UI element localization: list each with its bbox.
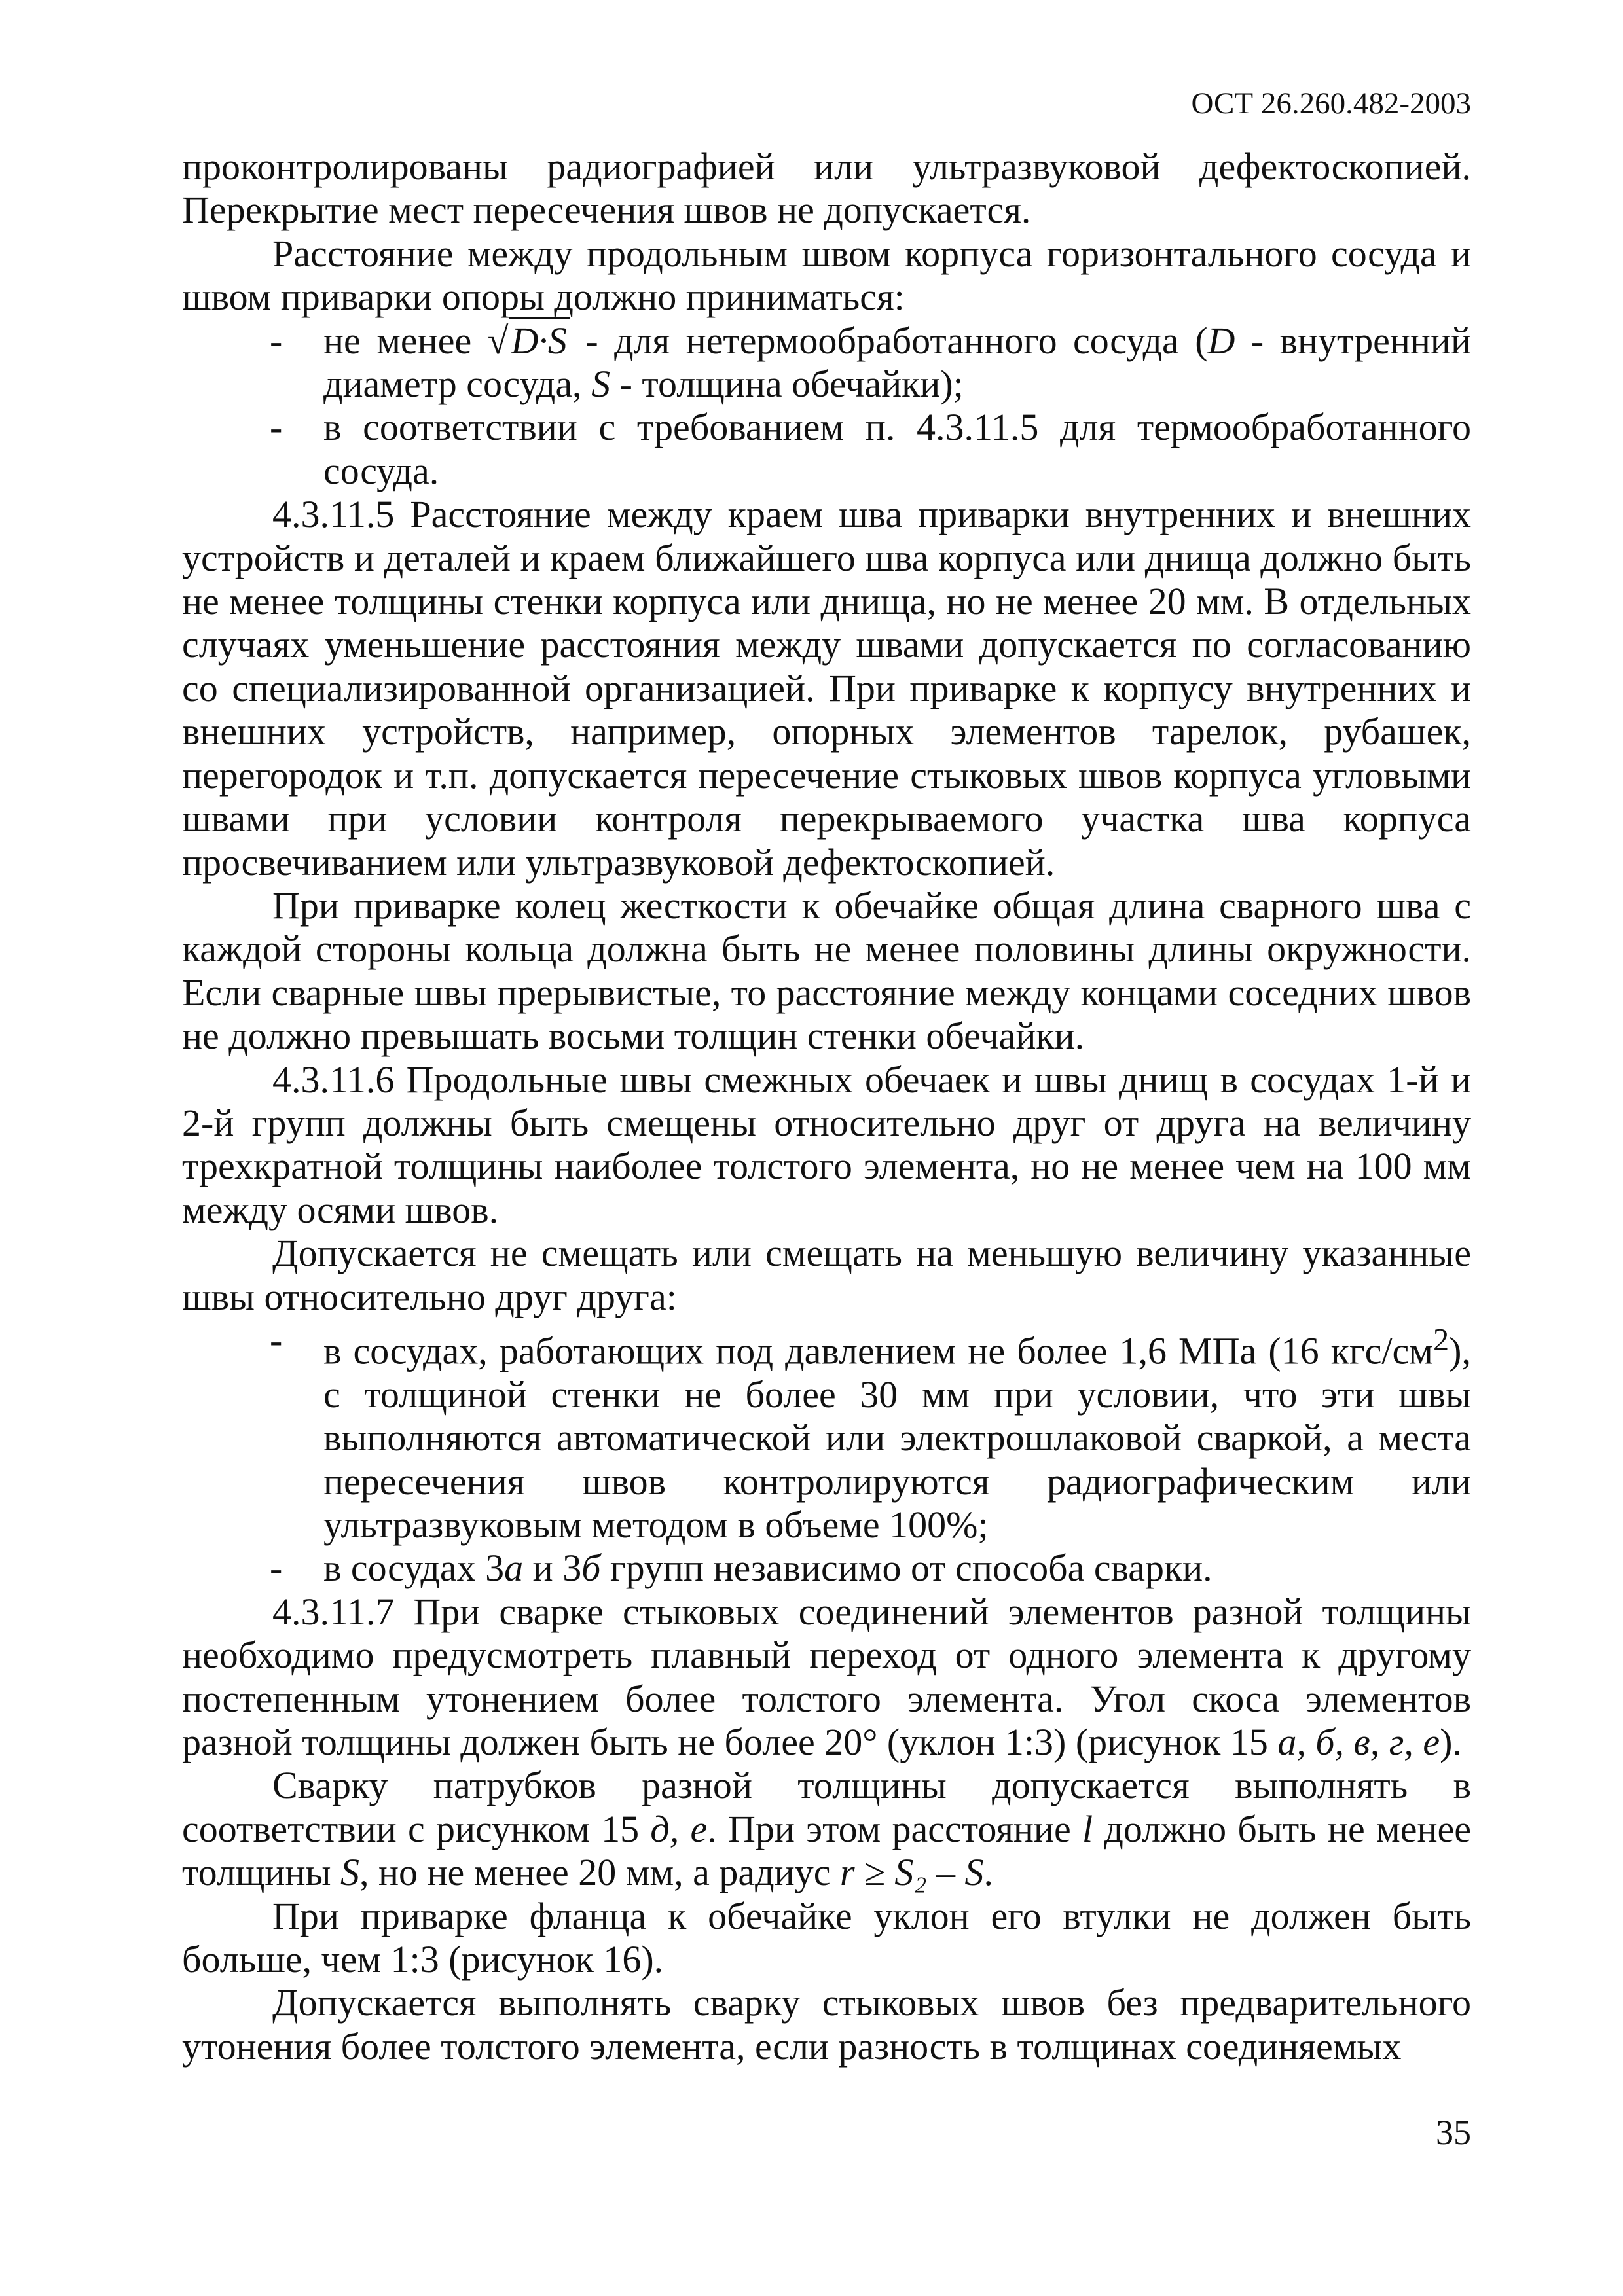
list-item: - не менее √D·S - для нетермообработанного сосуда (D - внутренний диаметр сосуда, S - толщина обечайки); xyxy=(323,319,1471,406)
list-item: - в сосудах 3а и 3б групп независимо от способа сварки. xyxy=(323,1547,1471,1590)
offset-exception-list xyxy=(182,1319,1471,1590)
paragraph-4-3-11-7: 4.3.11.7 При сварке стыковых соединений элементов разной толщины необходимо предусмотреть плавный переход от одного элемента к другому постепенным утонением более толстого элемента. Угол скоса элементов разной толщины должен быть не более 20° (уклон 1:3) (рисунок 15 а, б, в, г, е). xyxy=(182,1590,1471,1763)
paragraph-nozzle-welding: Сварку патрубков разной толщины допускается выполнять в соответствии с рисунком 15 д, е. При этом расстояние l должно быть не менее толщины S, но не менее 20 мм, а радиус r ≥ S₂ – S. xyxy=(182,1764,1471,1894)
list-item: - в соответствии с требованием п. 4.3.11.5 для термообработанного сосуда. xyxy=(323,406,1471,493)
sqrt-radicand: D·S xyxy=(509,317,570,362)
paragraph-4-3-11-6: 4.3.11.6 Продольные швы смежных обечаек и швы днищ в сосудах 1-й и 2-й групп должны быть смещены относительно друг от друга на величину трехкратной толщины наиболее толстого элемента, но не менее чем на 100 мм между осями швов. xyxy=(182,1058,1471,1231)
sqrt-symbol: √ xyxy=(487,319,509,362)
list-item: - в сосудах, работающих под давлением не более 1,6 МПа (16 кгс/$см^2$), с толщиной стенки не более 30 мм при условии, что эти швы выполняются автоматической или электрошлаковой сваркой, а места пересечения швов контролируются радиографическим или ультразвуковым методом в объеме 100%; xyxy=(323,1319,1471,1547)
page-number: 35 xyxy=(1436,2113,1471,2152)
paragraph-offset-exception: Допускается не смещать или смещать на меньшую величину указанные швы относительно друг друга: xyxy=(182,1232,1471,1318)
document-body xyxy=(182,145,1471,2068)
paragraph-2: Расстояние между продольным швом корпуса горизонтального сосуда и швом приварки опоры должно приниматься: xyxy=(182,232,1471,319)
paragraph-4-3-11-5: 4.3.11.5 Расстояние между краем шва приварки внутренних и внешних устройств и деталей и краем ближайшего шва корпуса или днища должно быть не менее толщины стенки корпуса или днища, но не менее 20 мм. В отдельных случаях уменьшение расстояния между швами допускается по согласованию со специализированной организацией. При приварке к корпусу внутренних и внешних устройств, например, опорных элементов тарелок, рубашек, перегородок и т.п. допускается пересечение стыковых швов корпуса угловыми швами при условии контроля перекрываемого участка шва корпуса просвечиванием или ультразвуковой дефектоскопией. xyxy=(182,493,1471,884)
paragraph-flange: При приварке фланца к обечайке уклон его втулки не должен быть больше, чем 1:3 (рисунок 16). xyxy=(182,1894,1471,1981)
document-code: ОСТ 26.260.482-2003 xyxy=(1191,86,1471,120)
paragraph-butt-welds: Допускается выполнять сварку стыковых швов без предварительного утонения более толстого элемента, если разность в толщинах соединяемых xyxy=(182,1981,1471,2068)
paragraph-1: проконтролированы радиографией или ультразвуковой дефектоскопией. Перекрытие мест пересечения швов не допускается. xyxy=(182,145,1471,232)
support-distance-list xyxy=(182,319,1471,493)
paragraph-stiffener-rings: При приварке колец жесткости к обечайке общая длина сварного шва с каждой стороны кольца должна быть не менее половины длины окружности. Если сварные швы прерывистые, то расстояние между концами соседних швов не должно превышать восьми толщин стенки обечайки. xyxy=(182,884,1471,1058)
